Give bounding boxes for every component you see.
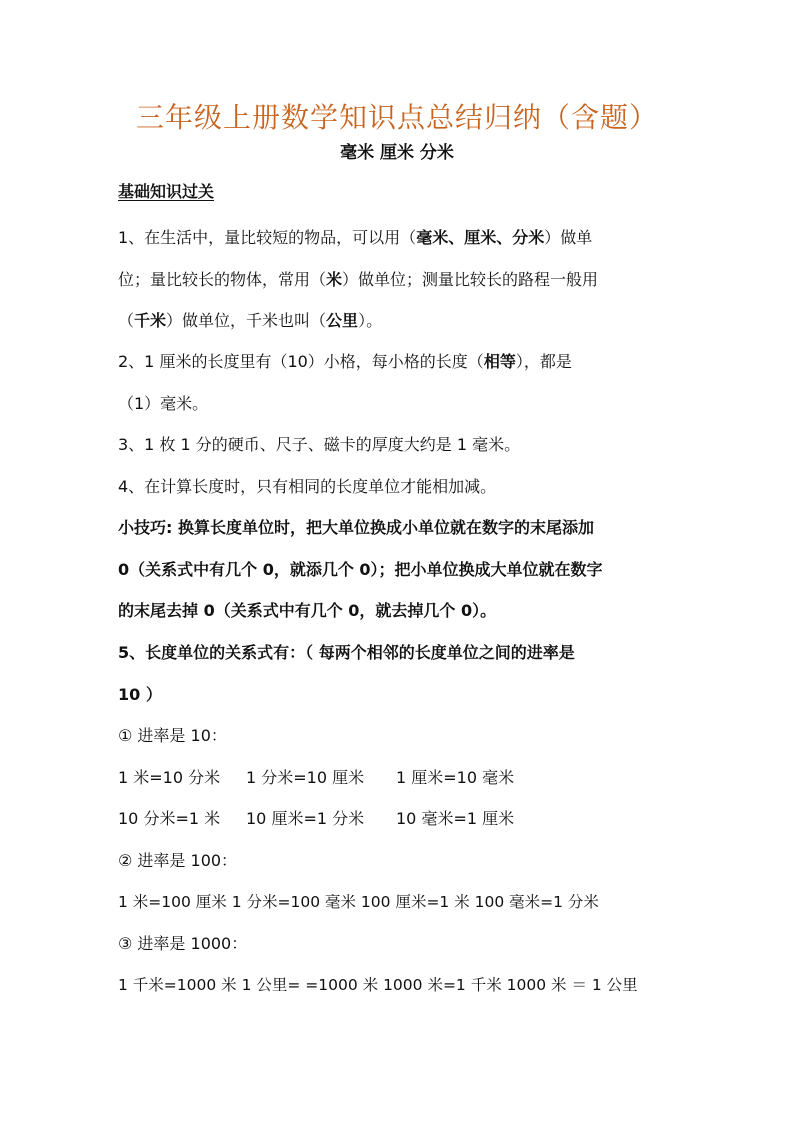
item5-line2: 10 ） [118,685,162,704]
rate10-row2-item: 10 分米=1 米 [118,809,221,828]
item1-line2-bold: 米 [326,270,343,289]
item1-line2-b: ）做单位；测量比较长的路程一般用 [342,270,599,289]
item4: 4、在计算长度时，只有相同的长度单位才能相加减。 [118,477,497,496]
item1-line2 [118,268,598,292]
item3: 3、1 枚 1 分的硬币、尺子、磁卡的厚度大约是 1 毫米。 [118,435,521,454]
item1-line3-a: （ [118,311,135,330]
item1-line3 [118,309,382,333]
rate100-row: 1 米=100 厘米 1 分米=100 毫米 100 厘米=1 米 100 毫米=1 分米 [118,893,599,911]
rate10-row1 [118,766,524,790]
rate10-row2-item: 10 厘米=1 分米 [246,809,365,828]
item5-line1: 5、长度单位的关系式有：（ 每两个相邻的长度单位之间的进率是 [118,643,575,662]
rate1000-row: 1 千米=1000 米 1 公里= =1000 米 1000 米=1 千米 1000 米 ＝ 1 公里 [118,976,638,994]
tip-line3: 的末尾去掉 0（关系式中有几个 0，就去掉几个 0）。 [118,601,497,620]
item2-line1 [118,350,572,374]
page-title: 三年级上册数学知识点总结归纳（含题） [135,101,658,134]
rate10-row2-item: 10 毫米=1 厘米 [396,809,515,828]
page-subtitle: 毫米 厘米 分米 [340,143,454,163]
rate10-row1-item: 1 厘米=10 毫米 [396,768,515,787]
item1-line3-b: ）做单位，千米也叫（ [166,311,327,330]
rate10-row1-item: 1 米=10 分米 [118,768,221,787]
rate10-row2 [118,807,524,831]
item2-line2: （1）毫米。 [118,394,209,413]
item1-line3-bold1: 千米 [134,311,167,330]
item1-line1-pre: 1、在生活中，量比较短的物品，可以用（ [118,228,417,247]
tip-line1: 小技巧: 换算长度单位时，把大单位换成小单位就在数字的末尾添加 [118,518,594,537]
rate10-row1-item: 1 分米=10 厘米 [246,768,365,787]
rate100-heading: ② 进率是 100： [118,851,238,870]
tip-line2: 0（关系式中有几个 0，就添几个 0）；把小单位换成大单位就在数字 [118,560,603,579]
item1-line2-a: 位；量比较长的物体，常用（ [118,270,327,289]
item1-line3-bold2: 公里 [326,311,359,330]
item1-line1-bold: 毫米、厘米、分米 [416,228,545,247]
section-heading: 基础知识过关 [118,182,215,201]
item2-line1-bold: 相等 [483,352,516,371]
item1-line1-post: ）做单 [544,228,593,247]
rate1000-heading: ③ 进率是 1000： [118,934,248,953]
item2-line1-a: 2、1 厘米的长度里有（10）小格，每小格的长度（ [118,352,484,371]
item1-line1 [118,226,592,250]
rate10-heading: ① 进率是 10： [118,726,227,745]
item2-line1-b: ），都是 [515,352,572,371]
item1-line3-c: ）。 [358,311,383,330]
